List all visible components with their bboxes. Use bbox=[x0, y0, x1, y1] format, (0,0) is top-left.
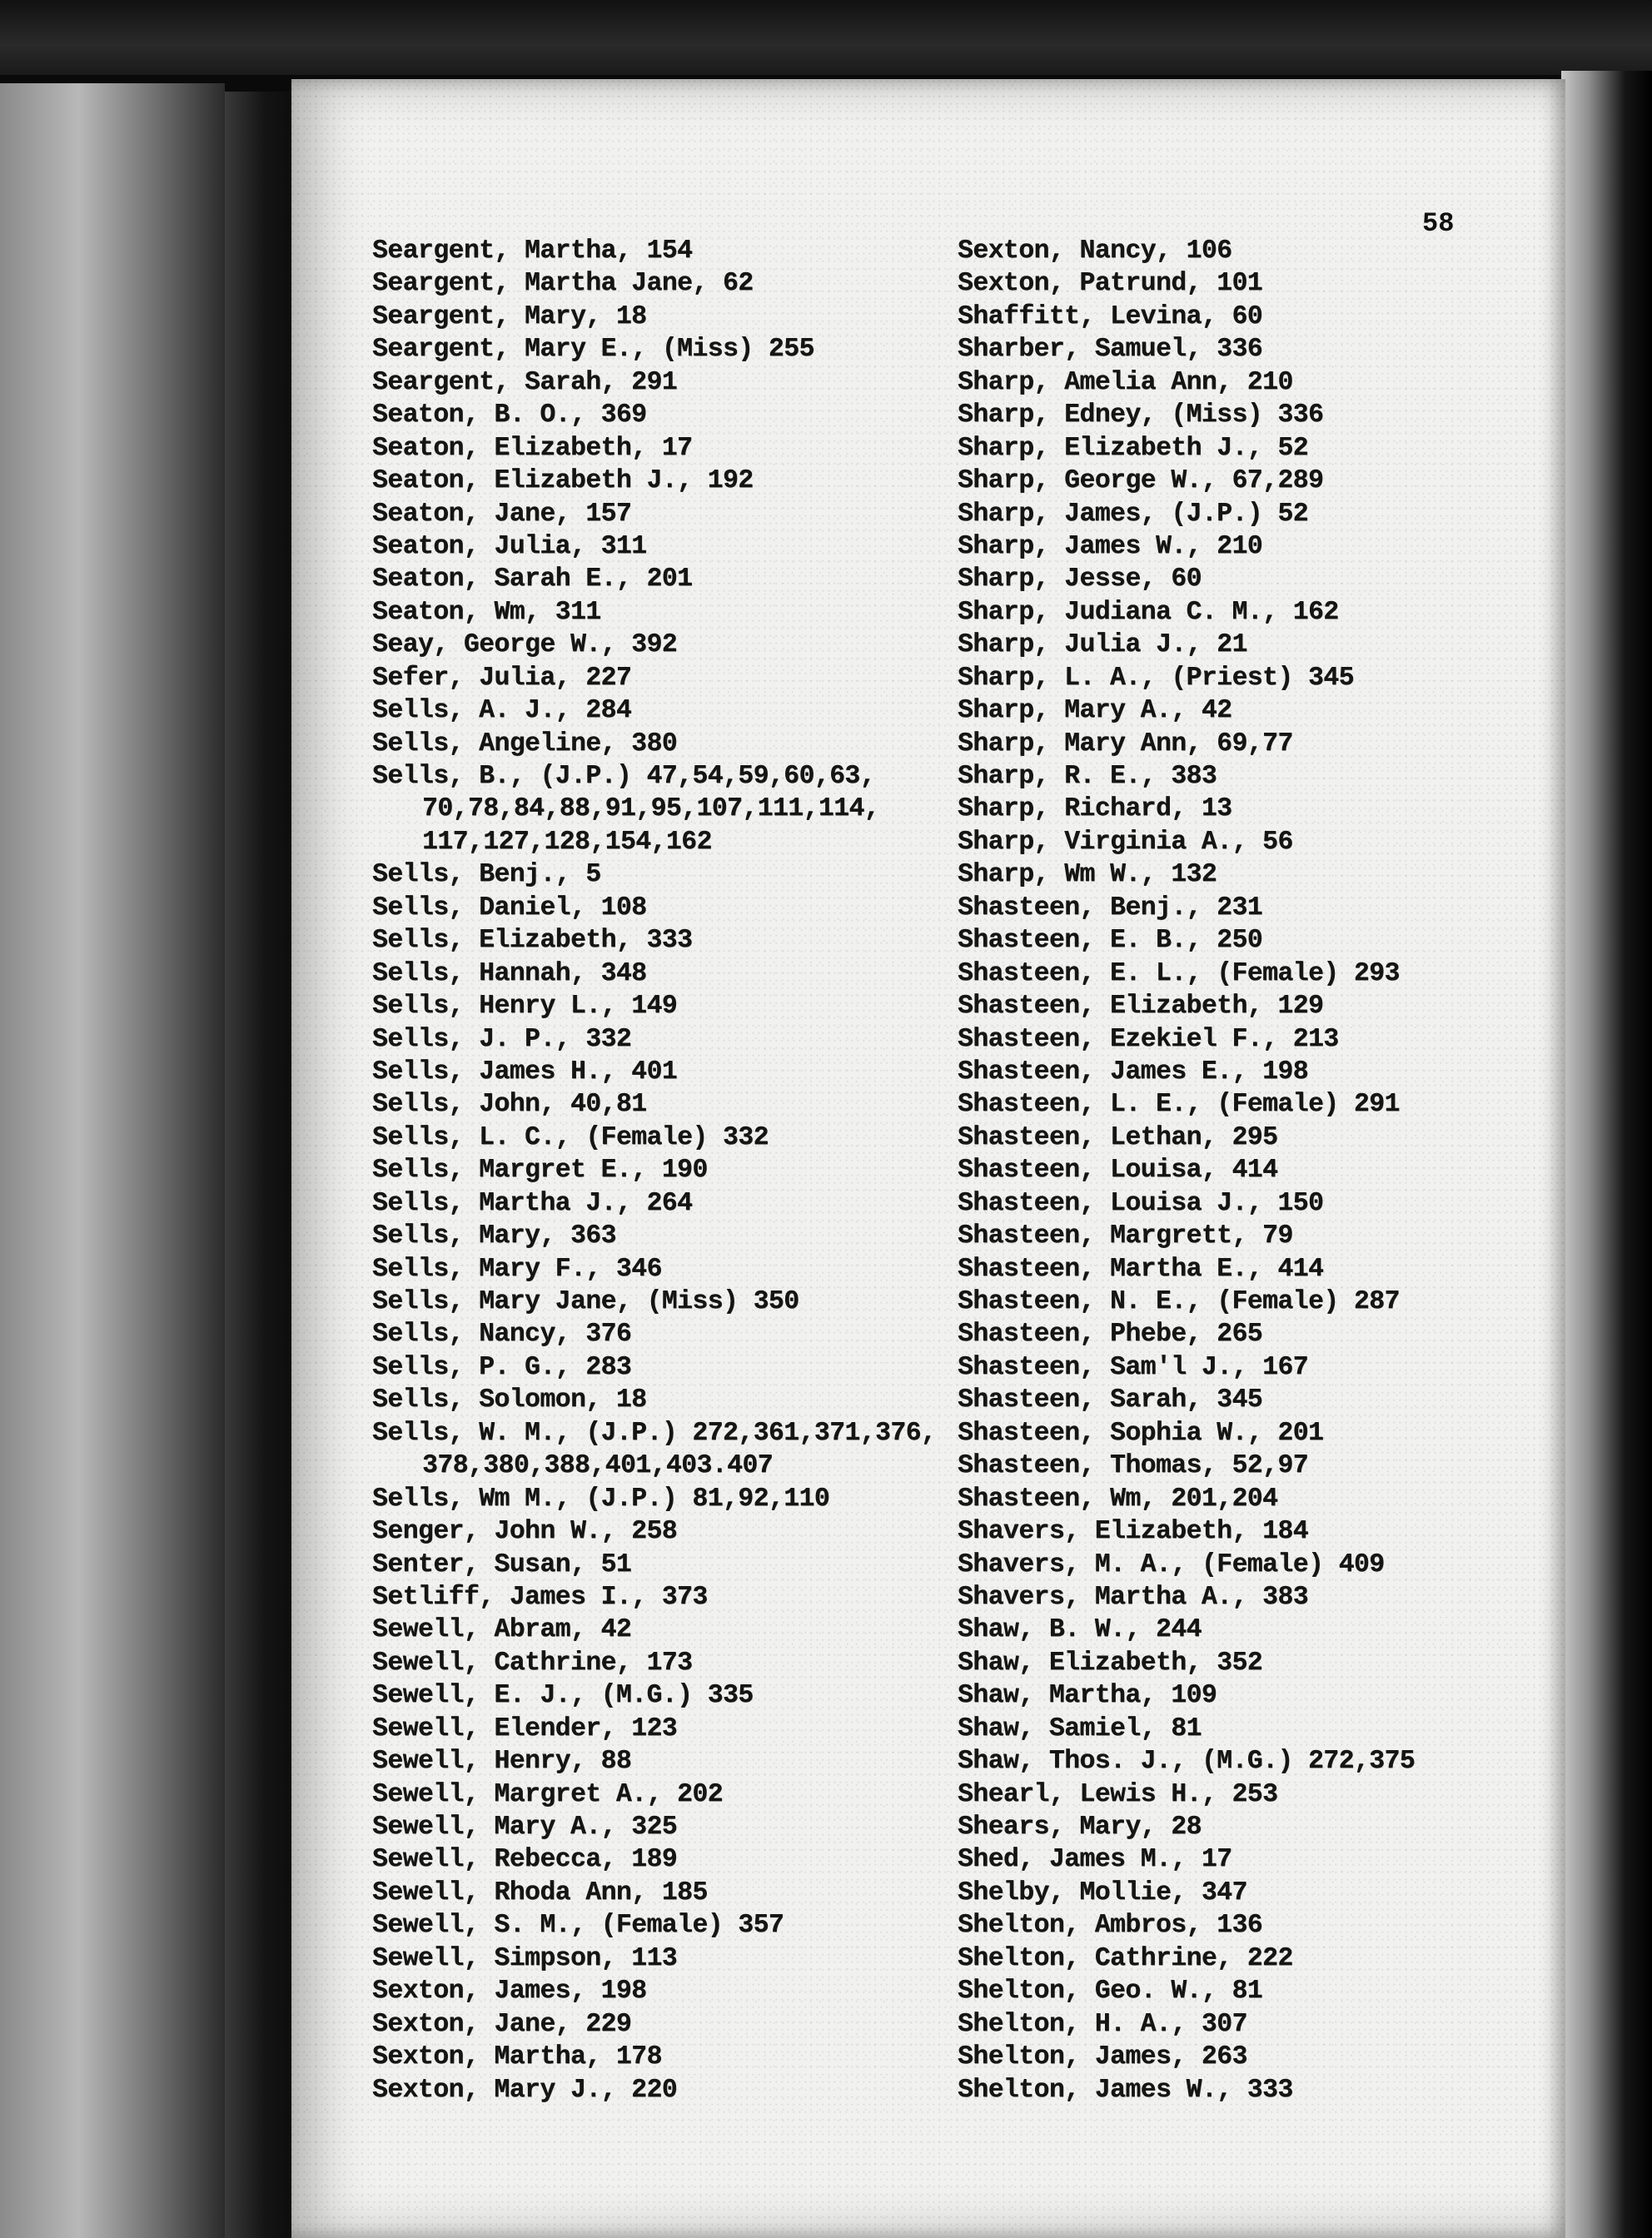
index-entry: Seaton, Elizabeth, 17 bbox=[372, 433, 693, 463]
index-entry: Sexton, Martha, 178 bbox=[372, 2042, 662, 2072]
index-entry: Sexton, Jane, 229 bbox=[372, 2009, 632, 2039]
index-entry: Shasteen, N. E., (Female) 287 bbox=[958, 1287, 1400, 1316]
index-entry: Shaffitt, Levina, 60 bbox=[958, 301, 1263, 331]
index-entry: Sells, W. M., (J.P.) 272,361,371,376, bbox=[372, 1418, 937, 1448]
index-entry: Seaton, Wm, 311 bbox=[372, 597, 601, 627]
index-entry: Sells, Elizabeth, 333 bbox=[372, 926, 693, 956]
index-entry: Shavers, Martha A., 383 bbox=[958, 1582, 1308, 1612]
index-entry: Seaton, Jane, 157 bbox=[372, 499, 632, 529]
index-entry: Shasteen, Benj., 231 bbox=[958, 893, 1263, 923]
index-entry: Shasteen, Margrett, 79 bbox=[958, 1221, 1293, 1251]
index-entry-continuation: 70,78,84,88,91,95,107,111,114, bbox=[422, 794, 880, 824]
index-entry: Shasteen, Louisa, 414 bbox=[958, 1156, 1278, 1186]
facing-page-fragment bbox=[0, 83, 225, 2238]
index-entry: Shelby, Mollie, 347 bbox=[958, 1877, 1247, 1907]
index-entry: Sewell, E. J., (M.G.) 335 bbox=[372, 1681, 754, 1711]
index-entry: Shearl, Lewis H., 253 bbox=[958, 1779, 1278, 1809]
index-entry: Sexton, James, 198 bbox=[372, 1977, 647, 2007]
index-entry: Sells, J. P., 332 bbox=[372, 1024, 632, 1054]
index-entry: Sells, Mary F., 346 bbox=[372, 1254, 662, 1284]
index-entry: Shaw, Samiel, 81 bbox=[958, 1713, 1202, 1743]
index-entry: Sewell, Henry, 88 bbox=[372, 1747, 632, 1777]
index-entry: Sells, P. G., 283 bbox=[372, 1352, 632, 1382]
index-entry: Sells, Wm M., (J.P.) 81,92,110 bbox=[372, 1484, 830, 1514]
index-entry: Shasteen, Phebe, 265 bbox=[958, 1320, 1263, 1350]
index-entry: Shasteen, James E., 198 bbox=[958, 1057, 1308, 1087]
index-entry: Shavers, M. A., (Female) 409 bbox=[958, 1549, 1385, 1579]
index-entry: Sells, Hannah, 348 bbox=[372, 958, 647, 988]
index-entry-continuation: 378,380,388,401,403.407 bbox=[422, 1451, 773, 1481]
index-entry: Shasteen, Ezekiel F., 213 bbox=[958, 1024, 1339, 1054]
index-entry: Shelton, James, 263 bbox=[958, 2042, 1247, 2072]
index-entry: Sewell, Rebecca, 189 bbox=[372, 1845, 678, 1875]
page-edge-shadow bbox=[1561, 71, 1652, 2238]
index-entry: Seaton, Elizabeth J., 192 bbox=[372, 466, 754, 496]
index-entry: Seay, George W., 392 bbox=[372, 630, 678, 660]
index-entry: Seargent, Martha, 154 bbox=[372, 236, 693, 266]
index-entry: Shasteen, L. E., (Female) 291 bbox=[958, 1090, 1400, 1120]
index-entry: Seargent, Mary E., (Miss) 255 bbox=[372, 335, 814, 365]
index-entry: Sewell, Elender, 123 bbox=[372, 1713, 678, 1743]
index-entry: Sells, Benj., 5 bbox=[372, 860, 601, 890]
index-entry: Sharp, Elizabeth J., 52 bbox=[958, 433, 1308, 463]
index-entry: Sells, John, 40,81 bbox=[372, 1090, 647, 1120]
index-entry: Shasteen, E. B., 250 bbox=[958, 926, 1263, 956]
index-entry: Sharp, Edney, (Miss) 336 bbox=[958, 400, 1324, 430]
index-entry: Sharp, Virginia A., 56 bbox=[958, 827, 1293, 857]
index-entry: Sharp, Mary Ann, 69,77 bbox=[958, 729, 1293, 758]
index-entry: Sells, Solomon, 18 bbox=[372, 1385, 647, 1415]
index-entry: Senter, Susan, 51 bbox=[372, 1549, 632, 1579]
index-entry: Sexton, Mary J., 220 bbox=[372, 2075, 678, 2105]
index-column-left bbox=[372, 235, 937, 2106]
index-entry: Sells, Henry L., 149 bbox=[372, 992, 678, 1022]
index-entry: Shelton, James W., 333 bbox=[958, 2075, 1293, 2105]
index-entry: Sewell, Margret A., 202 bbox=[372, 1779, 723, 1809]
index-entry: Shasteen, Lethan, 295 bbox=[958, 1122, 1278, 1152]
index-entry: Sells, James H., 401 bbox=[372, 1057, 678, 1087]
index-entry: Seaton, Julia, 311 bbox=[372, 531, 647, 561]
index-entry: Shelton, Ambros, 136 bbox=[958, 1911, 1263, 1941]
index-entry: Shavers, Elizabeth, 184 bbox=[958, 1517, 1308, 1547]
index-entry: Shasteen, Sarah, 345 bbox=[958, 1385, 1263, 1415]
index-entry: Sewell, Cathrine, 173 bbox=[372, 1648, 693, 1678]
index-entry: Shasteen, Thomas, 52,97 bbox=[958, 1451, 1308, 1481]
index-entry: Seargent, Mary, 18 bbox=[372, 301, 647, 331]
index-entry: Sharp, Richard, 13 bbox=[958, 794, 1232, 824]
index-entry: Sells, Nancy, 376 bbox=[372, 1320, 632, 1350]
index-entry: Sharp, Amelia Ann, 210 bbox=[958, 367, 1293, 397]
index-entry: Shasteen, E. L., (Female) 293 bbox=[958, 958, 1400, 988]
index-entry: Shasteen, Wm, 201,204 bbox=[958, 1484, 1278, 1514]
index-entry: Sexton, Nancy, 106 bbox=[958, 236, 1232, 266]
index-entry: Shaw, Martha, 109 bbox=[958, 1681, 1217, 1711]
index-entry: Sewell, Mary A., 325 bbox=[372, 1813, 678, 1842]
index-entry: Seaton, B. O., 369 bbox=[372, 400, 647, 430]
index-entry: Shears, Mary, 28 bbox=[958, 1813, 1202, 1842]
index-entry: Sells, Martha J., 264 bbox=[372, 1188, 693, 1218]
film-border-top bbox=[0, 0, 1652, 75]
index-entry: Shaw, Elizabeth, 352 bbox=[958, 1648, 1263, 1678]
index-entry: Seargent, Sarah, 291 bbox=[372, 367, 678, 397]
index-entry: Shelton, Geo. W., 81 bbox=[958, 1977, 1263, 2007]
index-entry: Seaton, Sarah E., 201 bbox=[372, 564, 693, 594]
index-entry: Sharp, James, (J.P.) 52 bbox=[958, 499, 1308, 529]
index-entry: Shasteen, Sophia W., 201 bbox=[958, 1418, 1324, 1448]
index-entry: Shelton, H. A., 307 bbox=[958, 2009, 1247, 2039]
index-entry: Setliff, James I., 373 bbox=[372, 1582, 708, 1612]
index-entry: Sewell, S. M., (Female) 357 bbox=[372, 1911, 784, 1941]
index-entry: Sells, L. C., (Female) 332 bbox=[372, 1122, 769, 1152]
index-entry: Shed, James M., 17 bbox=[958, 1845, 1232, 1875]
index-entry: Sewell, Abram, 42 bbox=[372, 1615, 632, 1645]
index-entry: Shasteen, Martha E., 414 bbox=[958, 1254, 1324, 1284]
index-entry: Sells, Mary Jane, (Miss) 350 bbox=[372, 1287, 799, 1316]
index-entry: Sells, Margret E., 190 bbox=[372, 1156, 708, 1186]
index-entry: Sharp, Wm W., 132 bbox=[958, 860, 1217, 890]
page-number: 58 bbox=[1422, 208, 1455, 239]
index-entry: Sexton, Patrund, 101 bbox=[958, 269, 1263, 299]
index-entry: Shelton, Cathrine, 222 bbox=[958, 1943, 1293, 1973]
index-entry: Sharber, Samuel, 336 bbox=[958, 335, 1263, 365]
index-entry: Shaw, B. W., 244 bbox=[958, 1615, 1202, 1645]
index-entry: Shaw, Thos. J., (M.G.) 272,375 bbox=[958, 1747, 1416, 1777]
index-entry: Senger, John W., 258 bbox=[372, 1517, 678, 1547]
index-entry: Sharp, R. E., 383 bbox=[958, 762, 1217, 791]
index-entry: Sells, B., (J.P.) 47,54,59,60,63, bbox=[372, 762, 876, 791]
index-entry: Shasteen, Louisa J., 150 bbox=[958, 1188, 1324, 1218]
index-entry: Sells, Angeline, 380 bbox=[372, 729, 678, 758]
index-entry: Sharp, Judiana C. M., 162 bbox=[958, 597, 1339, 627]
index-entry: Sells, Mary, 363 bbox=[372, 1221, 616, 1251]
index-entry: Seargent, Martha Jane, 62 bbox=[372, 269, 754, 299]
index-entry: Sharp, Julia J., 21 bbox=[958, 630, 1247, 660]
index-column-right bbox=[958, 235, 1540, 2106]
index-entry: Shasteen, Elizabeth, 129 bbox=[958, 992, 1324, 1022]
index-entry: Sefer, Julia, 227 bbox=[372, 663, 632, 693]
index-entry: Sharp, James W., 210 bbox=[958, 531, 1263, 561]
index-entry: Sewell, Simpson, 113 bbox=[372, 1943, 678, 1973]
index-entry: Shasteen, Sam'l J., 167 bbox=[958, 1352, 1308, 1382]
index-entry-continuation: 117,127,128,154,162 bbox=[422, 827, 712, 857]
index-entry: Sells, A. J., 284 bbox=[372, 696, 632, 726]
index-entry: Sharp, Jesse, 60 bbox=[958, 564, 1202, 594]
index-entry: Sells, Daniel, 108 bbox=[372, 893, 647, 923]
index-entry: Sharp, George W., 67,289 bbox=[958, 466, 1324, 496]
index-entry: Sharp, L. A., (Priest) 345 bbox=[958, 663, 1354, 693]
index-entry: Sewell, Rhoda Ann, 185 bbox=[372, 1877, 708, 1907]
index-entry: Sharp, Mary A., 42 bbox=[958, 696, 1232, 726]
